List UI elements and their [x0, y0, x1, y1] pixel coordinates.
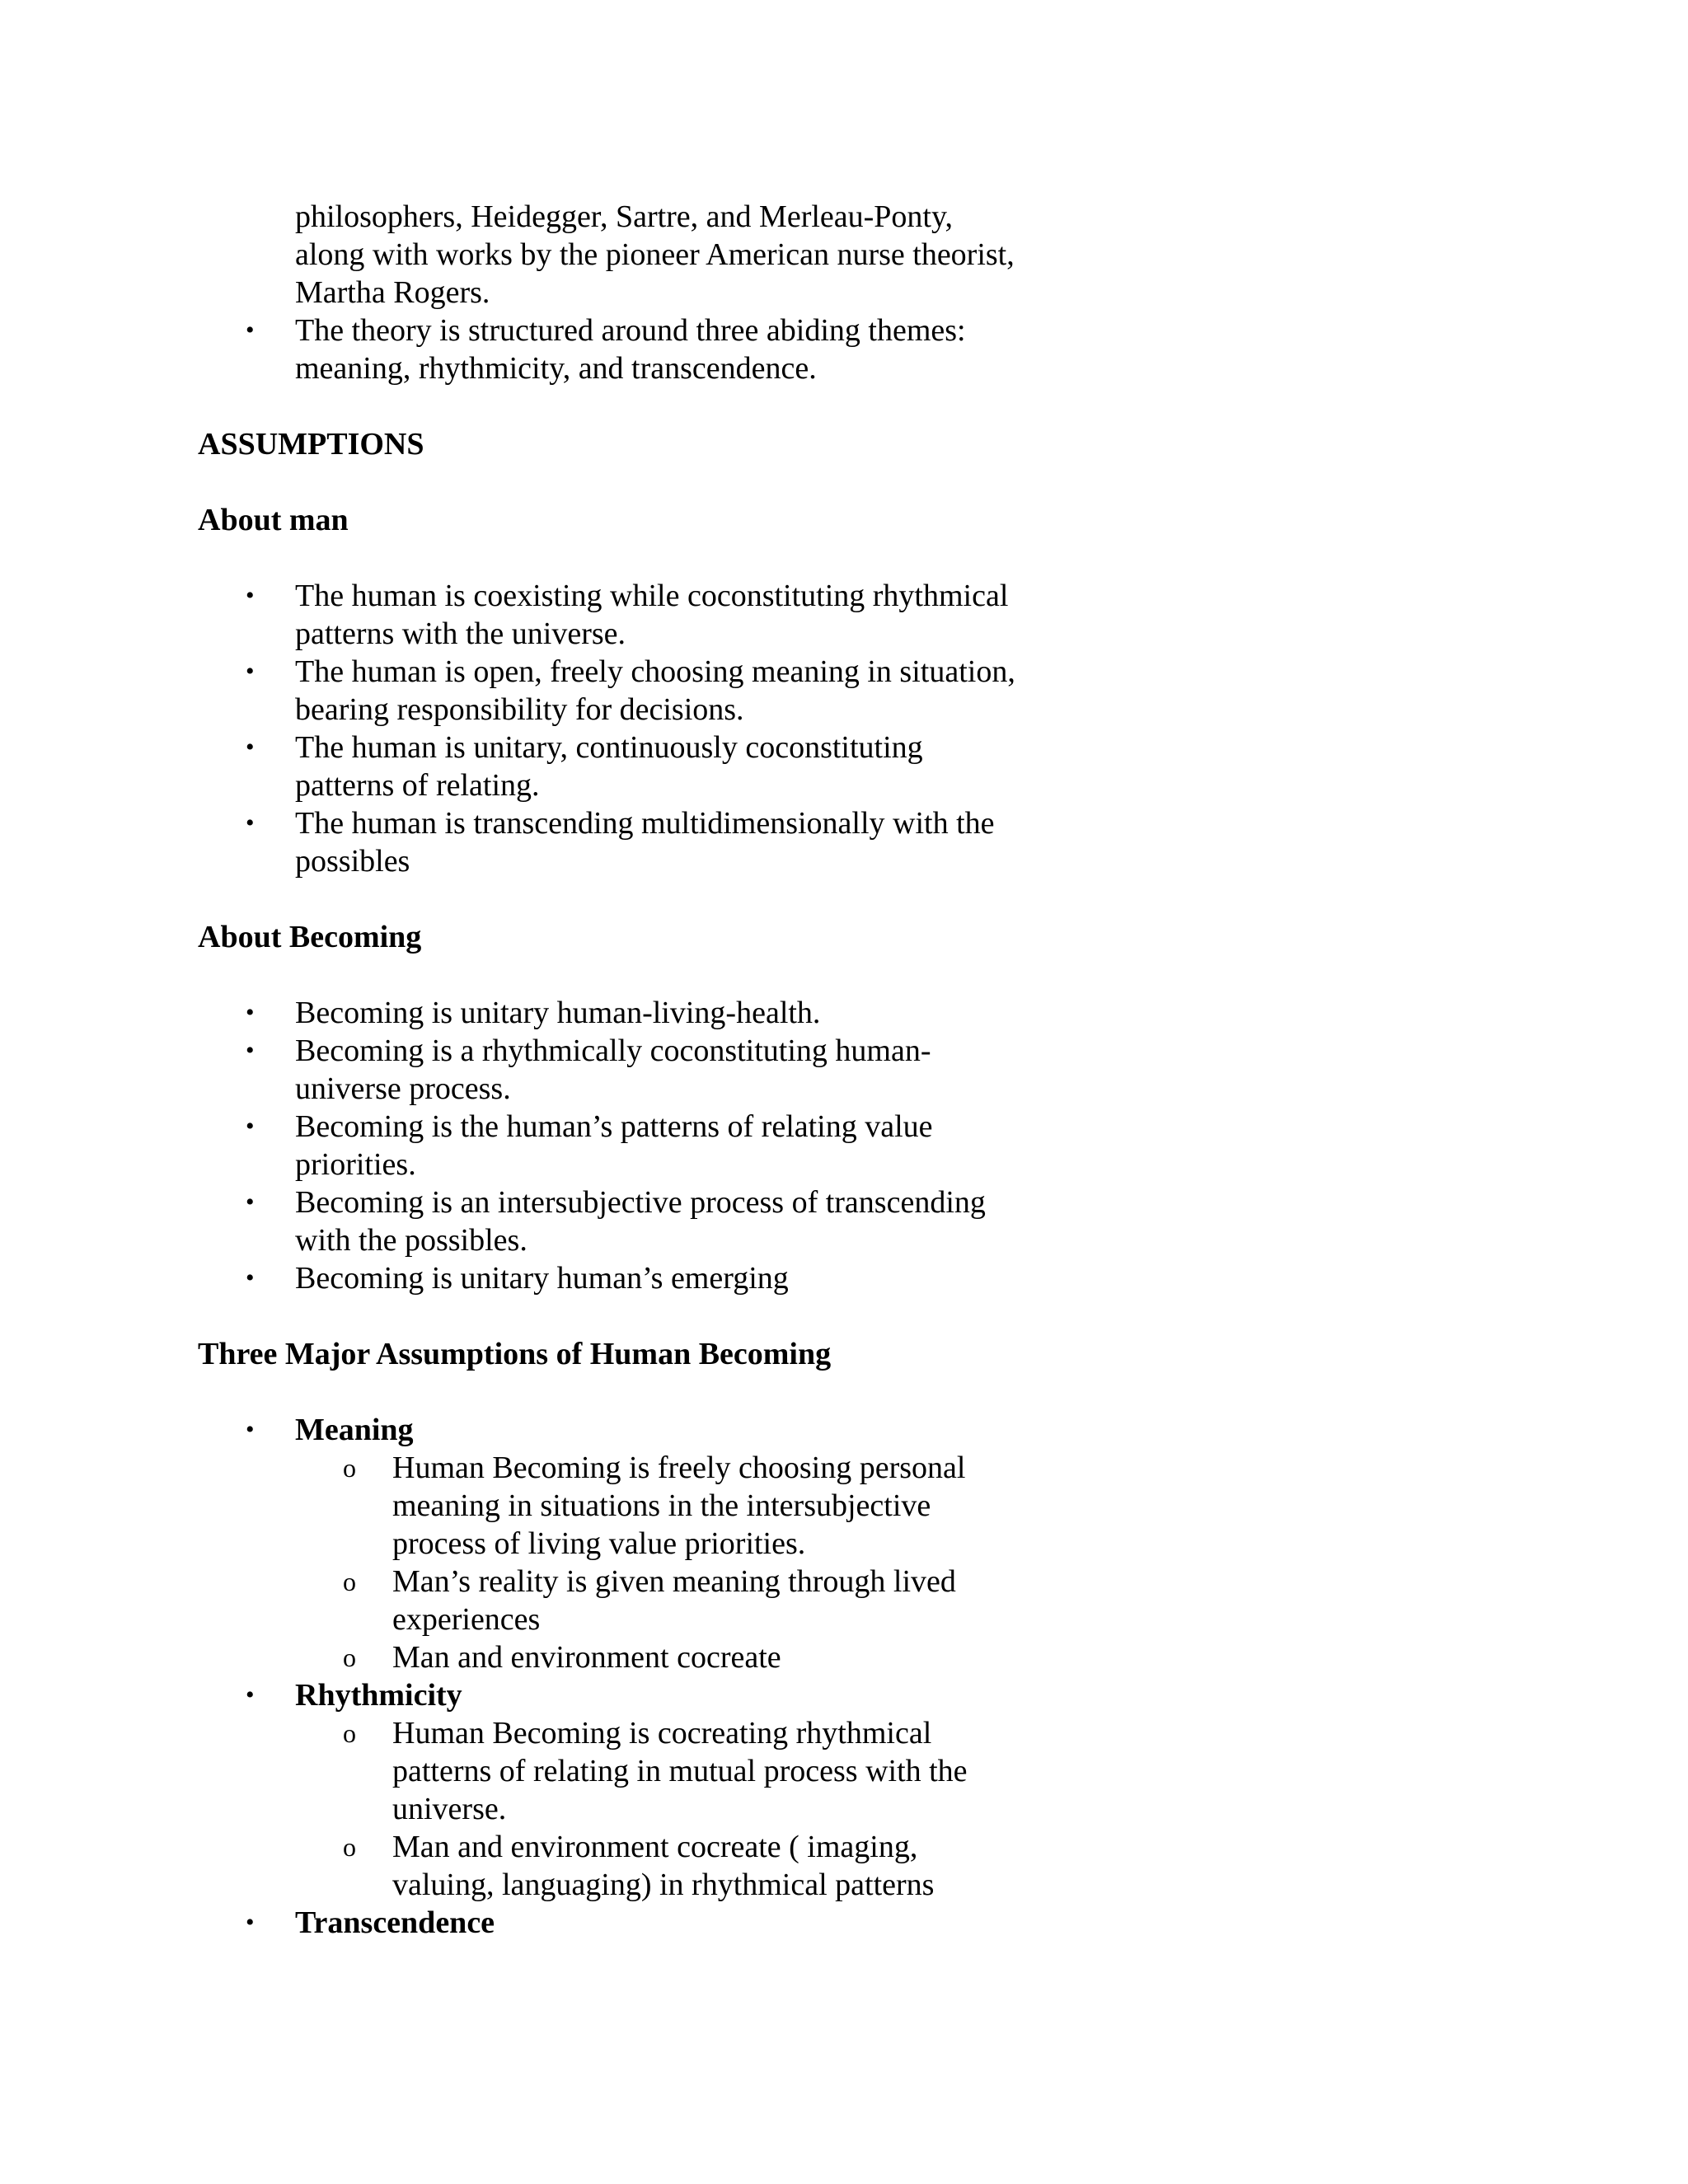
theme-rhythmicity	[198, 1676, 1022, 1714]
sub-list-item	[198, 1828, 1022, 1904]
circle-bullet-icon: o	[343, 1567, 356, 1596]
about-becoming-heading: About Becoming	[198, 920, 422, 954]
list-item-text: Becoming is an intersubjective process of transcending with the possibles.	[295, 1185, 986, 1258]
list-item	[198, 804, 1022, 880]
list-item-text: Becoming is a rhythmically coconstituting human-universe process.	[295, 1033, 931, 1106]
three-major-heading: Three Major Assumptions of Human Becoming	[198, 1337, 832, 1371]
about-becoming-list	[198, 994, 1022, 1297]
bullet-icon: •	[246, 1909, 255, 1936]
bullet-icon: •	[246, 809, 255, 837]
circle-bullet-icon: o	[343, 1718, 356, 1748]
list-item	[198, 653, 1022, 729]
list-item	[198, 1259, 1022, 1297]
bullet-icon: •	[246, 1264, 255, 1291]
theme-label: Meaning	[295, 1413, 414, 1447]
intro-continuation-text: philosophers, Heidegger, Sartre, and Merleau-Ponty, along with works by the pioneer American nurse theorist, Martha Rogers.	[295, 199, 1015, 310]
sub-list-item	[198, 1714, 1022, 1828]
list-item	[198, 1183, 1022, 1259]
bullet-icon: •	[246, 316, 255, 344]
list-item-text: The human is coexisting while coconstituting rhythmical patterns with the universe.	[295, 579, 1009, 651]
list-item-text: The human is transcending multidimensionally with the possibles	[295, 806, 995, 879]
intro-bullet-text: The theory is structured around three abiding themes: meaning, rhythmicity, and transcendence.	[295, 313, 966, 386]
list-item-text: Becoming is the human’s patterns of relating value priorities.	[295, 1109, 933, 1182]
intro-list	[198, 198, 1022, 387]
bullet-icon: •	[246, 1188, 255, 1216]
three-major-list	[198, 1411, 1022, 1942]
bullet-icon: •	[246, 999, 255, 1026]
sub-list-item-text: Human Becoming is freely choosing personal meaning in situations in the intersubjective process of living value priorities.	[392, 1451, 966, 1561]
sub-list-item-text: Human Becoming is cocreating rhythmical patterns of relating in mutual process with the universe.	[392, 1716, 968, 1826]
sub-list-item-text: Man and environment cocreate ( imaging, valuing, languaging) in rhythmical patterns	[392, 1830, 935, 1902]
bullet-icon: •	[246, 1037, 255, 1064]
list-item-text: Becoming is unitary human-living-health.	[295, 996, 821, 1030]
theme-label: Rhythmicity	[295, 1678, 462, 1713]
about-man-list	[198, 577, 1022, 880]
theme-meaning	[198, 1411, 1022, 1449]
sub-list-item-text: Man’s reality is given meaning through lived experiences	[392, 1564, 956, 1637]
list-item	[198, 1108, 1022, 1183]
circle-bullet-icon: o	[343, 1453, 356, 1483]
circle-bullet-icon: o	[343, 1643, 356, 1672]
bullet-icon: •	[246, 658, 255, 685]
sub-list-item	[198, 1449, 1022, 1563]
assumptions-title: ASSUMPTIONS	[198, 427, 424, 462]
bullet-icon: •	[246, 582, 255, 609]
list-item	[198, 577, 1022, 653]
intro-continuation	[198, 198, 1022, 312]
theme-label: Transcendence	[295, 1905, 495, 1940]
sub-list-item	[198, 1563, 1022, 1638]
list-item-text: The human is open, freely choosing meaning in situation, bearing responsibility for decisions.	[295, 654, 1015, 727]
list-item-text: The human is unitary, continuously coconstituting patterns of relating.	[295, 730, 923, 803]
sub-list-item-text: Man and environment cocreate	[392, 1640, 781, 1675]
sub-list-item	[198, 1638, 1022, 1676]
bullet-icon: •	[246, 1113, 255, 1140]
document-content	[198, 198, 1022, 1942]
about-man-heading: About man	[198, 503, 349, 537]
list-item	[198, 994, 1022, 1032]
bullet-icon: •	[246, 733, 255, 761]
list-item	[198, 729, 1022, 804]
intro-bullet-item	[198, 312, 1022, 387]
list-item-text: Becoming is unitary human’s emerging	[295, 1261, 789, 1296]
list-item	[198, 1032, 1022, 1108]
circle-bullet-icon: o	[343, 1832, 356, 1862]
bullet-icon: •	[246, 1681, 255, 1708]
theme-transcendence	[198, 1904, 1022, 1942]
bullet-icon: •	[246, 1416, 255, 1443]
